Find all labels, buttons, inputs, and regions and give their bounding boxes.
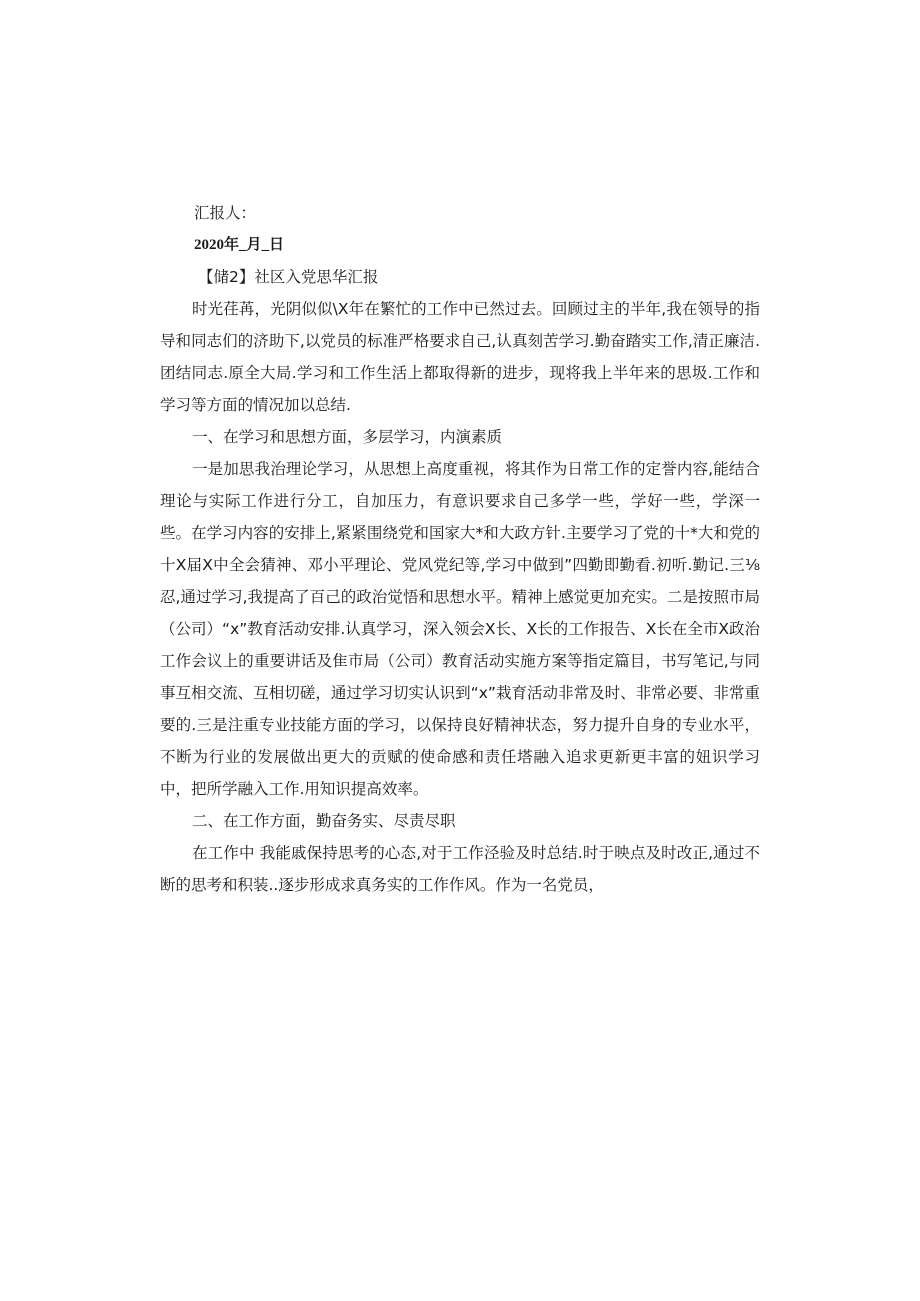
section-1-title: 一、在学习和思想方面，多层学习，内演素质 — [192, 428, 503, 446]
report-date: 2020年_月_日 — [194, 237, 285, 253]
section-1-paragraph: 一是加思我治理论学习，从思想上高度重视，将其作为日常工作的定誉内容,能结合理论与实际工作进行分工，自加压力，有意识要求自己多学一些，学好一些，学深一些。在学习内容的安排上,紧紧围绕党和国家大*和大政方针.主要学习了党的十*大和党的十X届X中全会猜神、邓小平理论、党风党纪等,学习中做到”四勤即勤看.初听.勤记.三⅛忍,通过学习,我提高了百己的政治觉悟和思想水平。精神上感觉更加充实。二是按照市局（公司）“x”教育活动安排.认真学习，深入领会X长、X长的工作报告、X长在全市X政治工作会议上的重要讲话及隹市局（公司）教育活动实施方案等指定篇目，书写笔记,与同事互相交流、互相切磋，通过学习切实认识到“x”栽育活动非常及时、非常必要、非常重要的.三是注重专业技能方面的学习，以保持良好精神状态，努力提升自身的专业水平，不断为行业的发展做出更大的贡赋的使命感和责任塔融入追求更新更丰富的妞识学习中，把所学融入工作.用知识提高效率。 — [160, 460, 760, 798]
article-heading: 【储2】社区入党思华汇报 — [198, 268, 379, 286]
section-2-title: 二、在工作方面，勤奋务实、尽责尽职 — [192, 812, 456, 830]
intro-paragraph: 时光荏苒，光阴似似\X年在繁忙的工作中已然过去。回顾过主的半年,我在领导的指导和同志们的济助下,以党员的标准严格要求自己,认真刻苦学习.勤奋踏实工作,清正廉洁.团结同志.原全大局.学习和工作生活上都取得新的进步，现将我上半年来的思圾.工作和学习等方面的情况加以总结. — [160, 300, 760, 414]
document-body — [160, 197, 760, 901]
section-2-paragraph: 在工作中 我能戚保持思考的心态,对于工作泾验及时总结.时于映点及时改正,通过不断的思考和积装..逐步形成求真务实的工作作风。作为一名党员， — [160, 844, 760, 894]
reporter-label: 汇报人： — [194, 204, 257, 222]
